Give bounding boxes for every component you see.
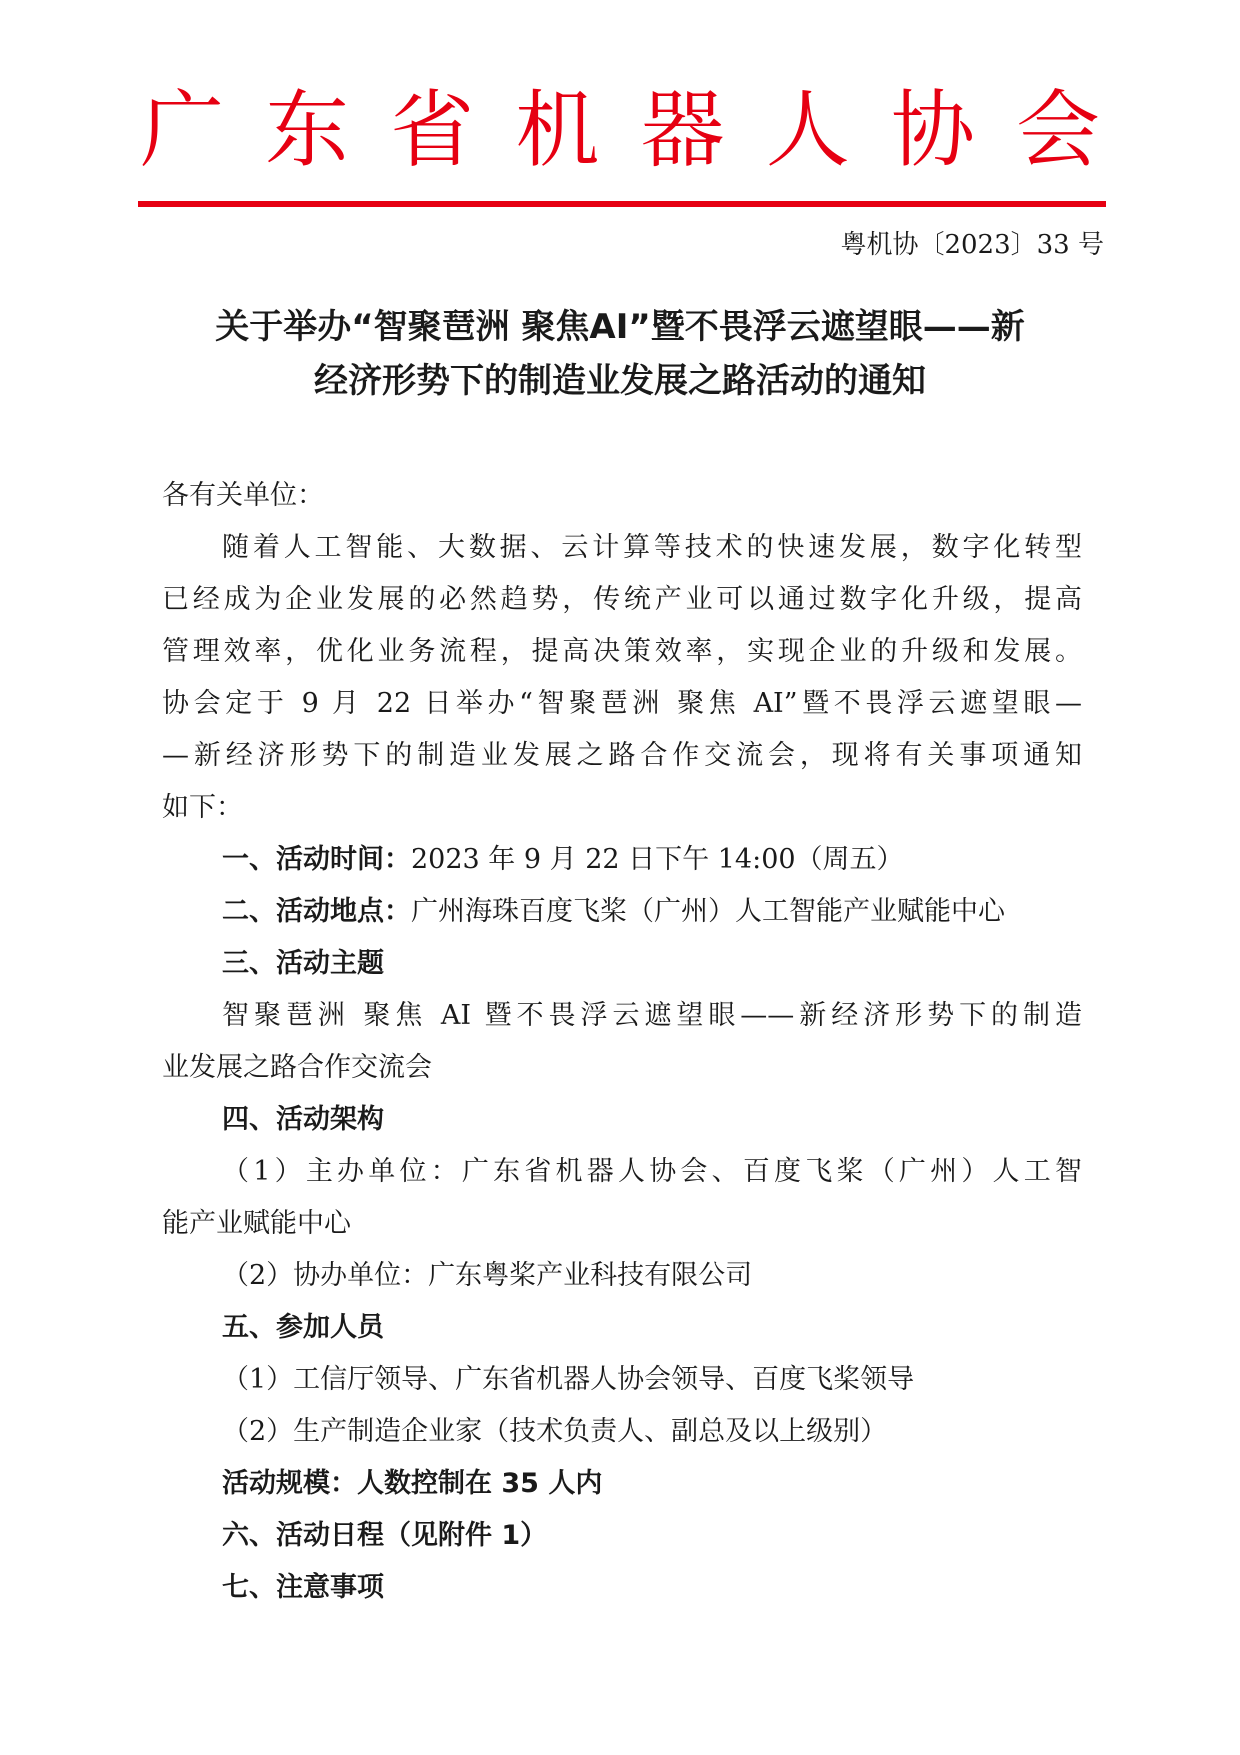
masthead-char: 器: [640, 81, 725, 179]
intro-line: 随着人工智能、大数据、云计算等技术的快速发展，数字化转型: [222, 532, 1082, 563]
activity-time-label: 一、活动时间：: [222, 844, 411, 875]
theme-heading: 三、活动主题: [222, 948, 384, 979]
host-organizer: （1）主办单位：广东省机器人协会、百度飞桨（广州）人工智: [222, 1156, 1082, 1187]
title-line-2: 经济形势下的制造业发展之路活动的通知: [314, 361, 926, 401]
activity-place-label: 二、活动地点：: [222, 896, 411, 927]
document-title: [150, 300, 1090, 408]
document-number: 粤机协〔2023〕33 号: [840, 230, 1104, 260]
participant-item: （1）工信厅领导、广东省机器人协会领导、百度飞桨领导: [222, 1364, 915, 1395]
activity-time: [162, 834, 1082, 886]
intro-line: 管理效率，优化业务流程，提高决策效率，实现企业的升级和发展。: [162, 636, 1082, 667]
masthead-title: [140, 80, 1100, 180]
masthead-char: 协: [890, 81, 975, 179]
intro-line: —新经济形势下的制造业发展之路合作交流会，现将有关事项通知: [162, 740, 1082, 771]
activity-place-value: 广州海珠百度飞桨（广州）人工智能产业赋能中心: [411, 896, 1005, 927]
masthead-char: 省: [390, 81, 475, 179]
masthead-red-rule: [138, 201, 1106, 207]
document-body: [162, 470, 1082, 1614]
participants-heading: 五、参加人员: [222, 1312, 384, 1343]
masthead-char: 广: [140, 81, 225, 179]
intro-line: 协会定于 9 月 22 日举办“智聚琶洲 聚焦 AI”暨不畏浮云遮望眼—: [162, 688, 1082, 719]
notes-heading: 七、注意事项: [222, 1572, 384, 1603]
activity-scale: 活动规模：人数控制在 35 人内: [222, 1468, 603, 1499]
participant-item: （2）生产制造企业家（技术负责人、副总及以上级别）: [222, 1416, 888, 1447]
intro-line: 已经成为企业发展的必然趋势，传统产业可以通过数字化升级，提高: [162, 584, 1082, 615]
activity-place: [162, 886, 1082, 938]
salutation: 各有关单位：: [162, 480, 324, 511]
masthead-char: 机: [515, 81, 600, 179]
structure-heading: 四、活动架构: [222, 1104, 384, 1135]
masthead-char: 人: [765, 81, 850, 179]
theme-text: 业发展之路合作交流会: [162, 1052, 432, 1083]
masthead-char: 东: [265, 81, 350, 179]
activity-time-value: 2023 年 9 月 22 日下午 14:00（周五）: [411, 844, 904, 875]
schedule-heading: 六、活动日程（见附件 1）: [222, 1520, 548, 1551]
theme-text: 智聚琶洲 聚焦 AI 暨不畏浮云遮望眼——新经济形势下的制造: [222, 1000, 1082, 1031]
title-line-1: 关于举办“智聚琶洲 聚焦AI”暨不畏浮云遮望眼——新: [215, 307, 1025, 347]
intro-line: 如下：: [162, 792, 243, 823]
co-organizer: （2）协办单位：广东粤桨产业科技有限公司: [222, 1260, 753, 1291]
masthead-char: 会: [1015, 81, 1100, 179]
host-organizer: 能产业赋能中心: [162, 1208, 351, 1239]
